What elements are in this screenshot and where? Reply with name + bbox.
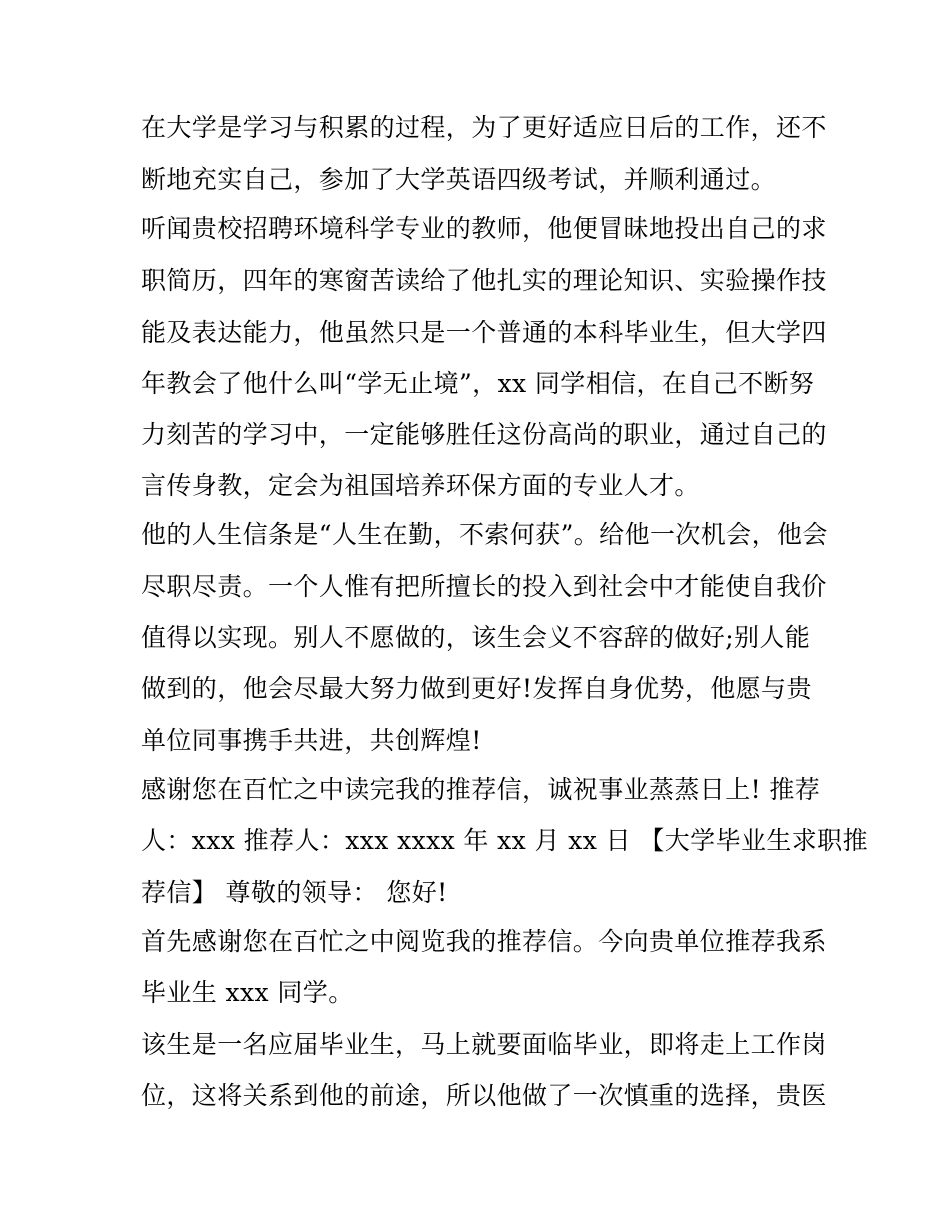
- text-line: 感谢您在百忙之中读完我的推荐信，诚祝事业蒸蒸日上! 推荐: [141, 775, 821, 804]
- text-line: 听闻贵校招聘环境科学专业的教师，他便冒昧地投出自己的求: [141, 214, 827, 243]
- text-line: 做到的，他会尽最大努力做到更好!发挥自身优势，他愿与贵: [141, 674, 812, 703]
- text-line: 他的人生信条是“人生在勤，不索何获”。给他一次机会，他会: [141, 520, 828, 549]
- text-line: 该生是一名应届毕业生，马上就要面临毕业，即将走上工作岗: [141, 1030, 827, 1059]
- text-line: 言传身教，定会为祖国培养环保方面的专业人才。: [141, 471, 700, 500]
- text-line: 人：xxx 推荐人：xxx xxxx 年 xx 月 xx 日 【大学毕业生求职推: [141, 826, 868, 855]
- text-line: 首先感谢您在百忙之中阅览我的推荐信。今向贵单位推荐我系: [141, 927, 827, 956]
- text-line: 能及表达能力，他虽然只是一个普通的本科毕业生，但大学四: [141, 318, 827, 347]
- text-line: 年教会了他什么叫“学无止境”，xx 同学相信，在自己不断努: [141, 369, 815, 398]
- text-line: 荐信】 尊敬的领导： 您好!: [141, 878, 448, 907]
- text-line: 尽职尽责。一个人惟有把所擅长的投入到社会中才能使自我价: [141, 572, 827, 601]
- text-line: 力刻苦的学习中，一定能够胜任这份高尚的职业，通过自己的: [141, 420, 827, 449]
- text-line: 断地充实自己，参加了大学英语四级考试，并顺利通过。: [141, 165, 777, 194]
- text-line: 值得以实现。别人不愿做的，该生会义不容辞的做好;别人能: [141, 623, 811, 652]
- text-line: 职简历，四年的寒窗苦读给了他扎实的理论知识、实验操作技: [141, 266, 827, 295]
- text-line: 毕业生 xxx 同学。: [141, 978, 354, 1007]
- text-line: 在大学是学习与积累的过程，为了更好适应日后的工作，还不: [141, 113, 827, 142]
- text-line: 位，这将关系到他的前途，所以他做了一次慎重的选择，贵医: [141, 1081, 827, 1110]
- text-line: 单位同事携手共进，共创辉煌!: [141, 726, 482, 755]
